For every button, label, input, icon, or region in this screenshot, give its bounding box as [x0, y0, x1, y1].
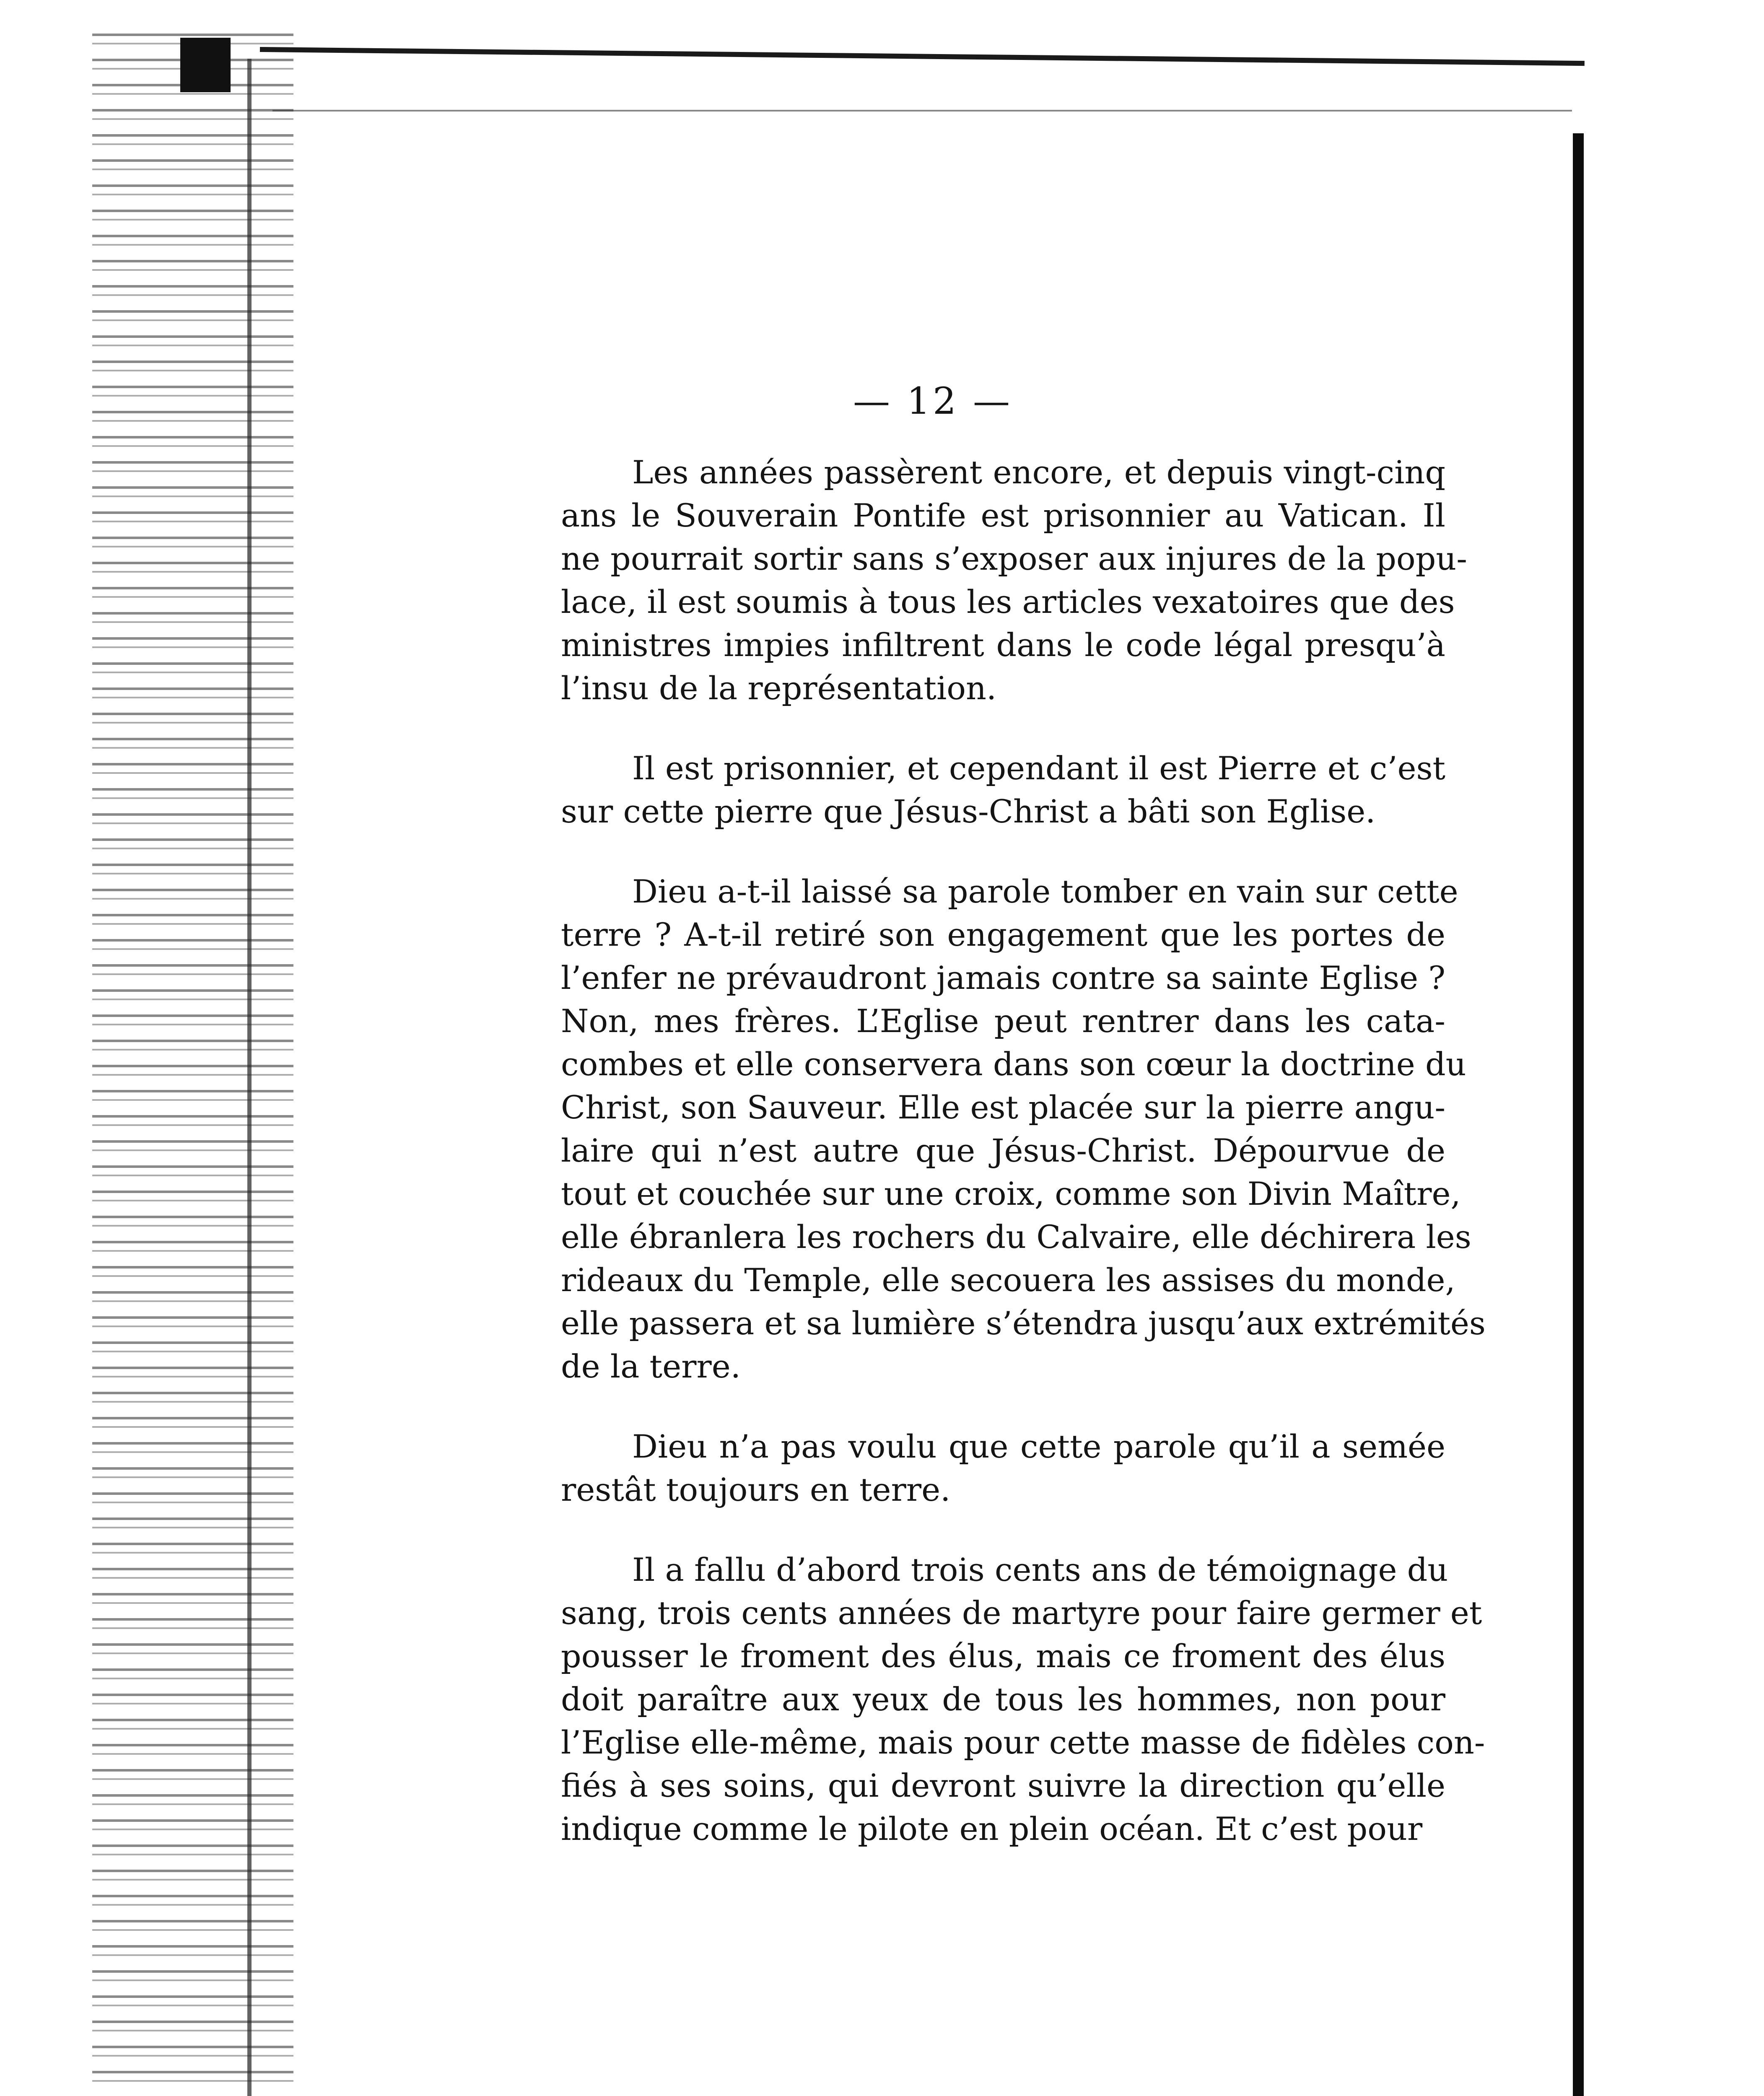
text-line: sang, trois cents années de martyre pour faire germer et: [561, 1594, 1482, 1632]
binding-shadow: [92, 34, 293, 2096]
page-right-edge: [1573, 133, 1584, 2096]
page-left-edge: [247, 59, 252, 2096]
text-line: ne pourrait sortir sans s’exposer aux injures de la popu-: [561, 540, 1467, 577]
text-line: combes et elle conservera dans son cœur la doctrine du: [561, 1045, 1466, 1083]
text-line: Il est prisonnier, et cependant il est Pierre et c’est: [632, 750, 1445, 787]
text-line: fiés à ses soins, qui devront suivre la direction qu’elle: [561, 1767, 1445, 1804]
text-line: Les années passèrent encore, et depuis vingt-cinq: [632, 454, 1445, 491]
text-line: l’insu de la représentation.: [561, 669, 997, 707]
paragraph: [561, 451, 1467, 710]
text-line: terre ? A-t-il retiré son engagement que les portes de: [561, 916, 1445, 953]
text-line: ans le Souverain Pontife est prisonnier au Vatican. Il: [561, 497, 1445, 534]
text-line: laire qui n’est autre que Jésus-Christ. Dépourvue de: [561, 1132, 1445, 1169]
text-line: rideaux du Temple, elle secouera les assises du monde,: [561, 1261, 1455, 1299]
text-line: elle passera et sa lumière s’étendra jusqu’aux extrémités: [561, 1305, 1486, 1342]
text-line: elle ébranlera les rochers du Calvaire, elle déchirera les: [561, 1218, 1471, 1256]
paragraph: [561, 747, 1445, 833]
top-rule-faint: [272, 110, 1572, 112]
text-line: lace, il est soumis à tous les articles vexatoires que des: [561, 583, 1455, 620]
text-line: sur cette pierre que Jésus-Christ a bâti son Eglise.: [561, 793, 1376, 830]
text-line: tout et couchée sur une croix, comme son Divin Maître,: [561, 1175, 1461, 1212]
text-line: doit paraître aux yeux de tous les hommes, non pour: [561, 1681, 1445, 1718]
paragraph: [561, 1548, 1485, 1850]
page-number: — 12 —: [853, 379, 1012, 423]
text-line: restât toujours en terre.: [561, 1471, 951, 1508]
text-line: Dieu a-t-il laissé sa parole tomber en vain sur cette: [632, 873, 1458, 910]
paragraph: [561, 870, 1486, 1388]
text-line: de la terre.: [561, 1348, 741, 1385]
body-text: [561, 451, 1486, 1850]
text-line: Christ, son Sauveur. Elle est placée sur la pierre angu-: [561, 1089, 1445, 1126]
paragraph: [561, 1425, 1445, 1511]
text-line: l’Eglise elle-même, mais pour cette masse de fidèles con-: [561, 1724, 1485, 1761]
text-line: Dieu n’a pas voulu que cette parole qu’il a semée: [632, 1428, 1445, 1465]
text-line: Non, mes frères. L’Eglise peut rentrer dans les cata-: [561, 1002, 1445, 1040]
top-rule: [260, 47, 1585, 66]
text-line: l’enfer ne prévaudront jamais contre sa sainte Eglise ?: [561, 959, 1445, 996]
scan-mark: [180, 38, 231, 92]
text-line: Il a fallu d’abord trois cents ans de témoignage du: [632, 1551, 1448, 1588]
text-line: indique comme le pilote en plein océan. Et c’est pour: [561, 1810, 1423, 1847]
text-line: pousser le froment des élus, mais ce froment des élus: [561, 1637, 1445, 1675]
text-line: ministres impies infiltrent dans le code légal presqu’à: [561, 626, 1445, 664]
